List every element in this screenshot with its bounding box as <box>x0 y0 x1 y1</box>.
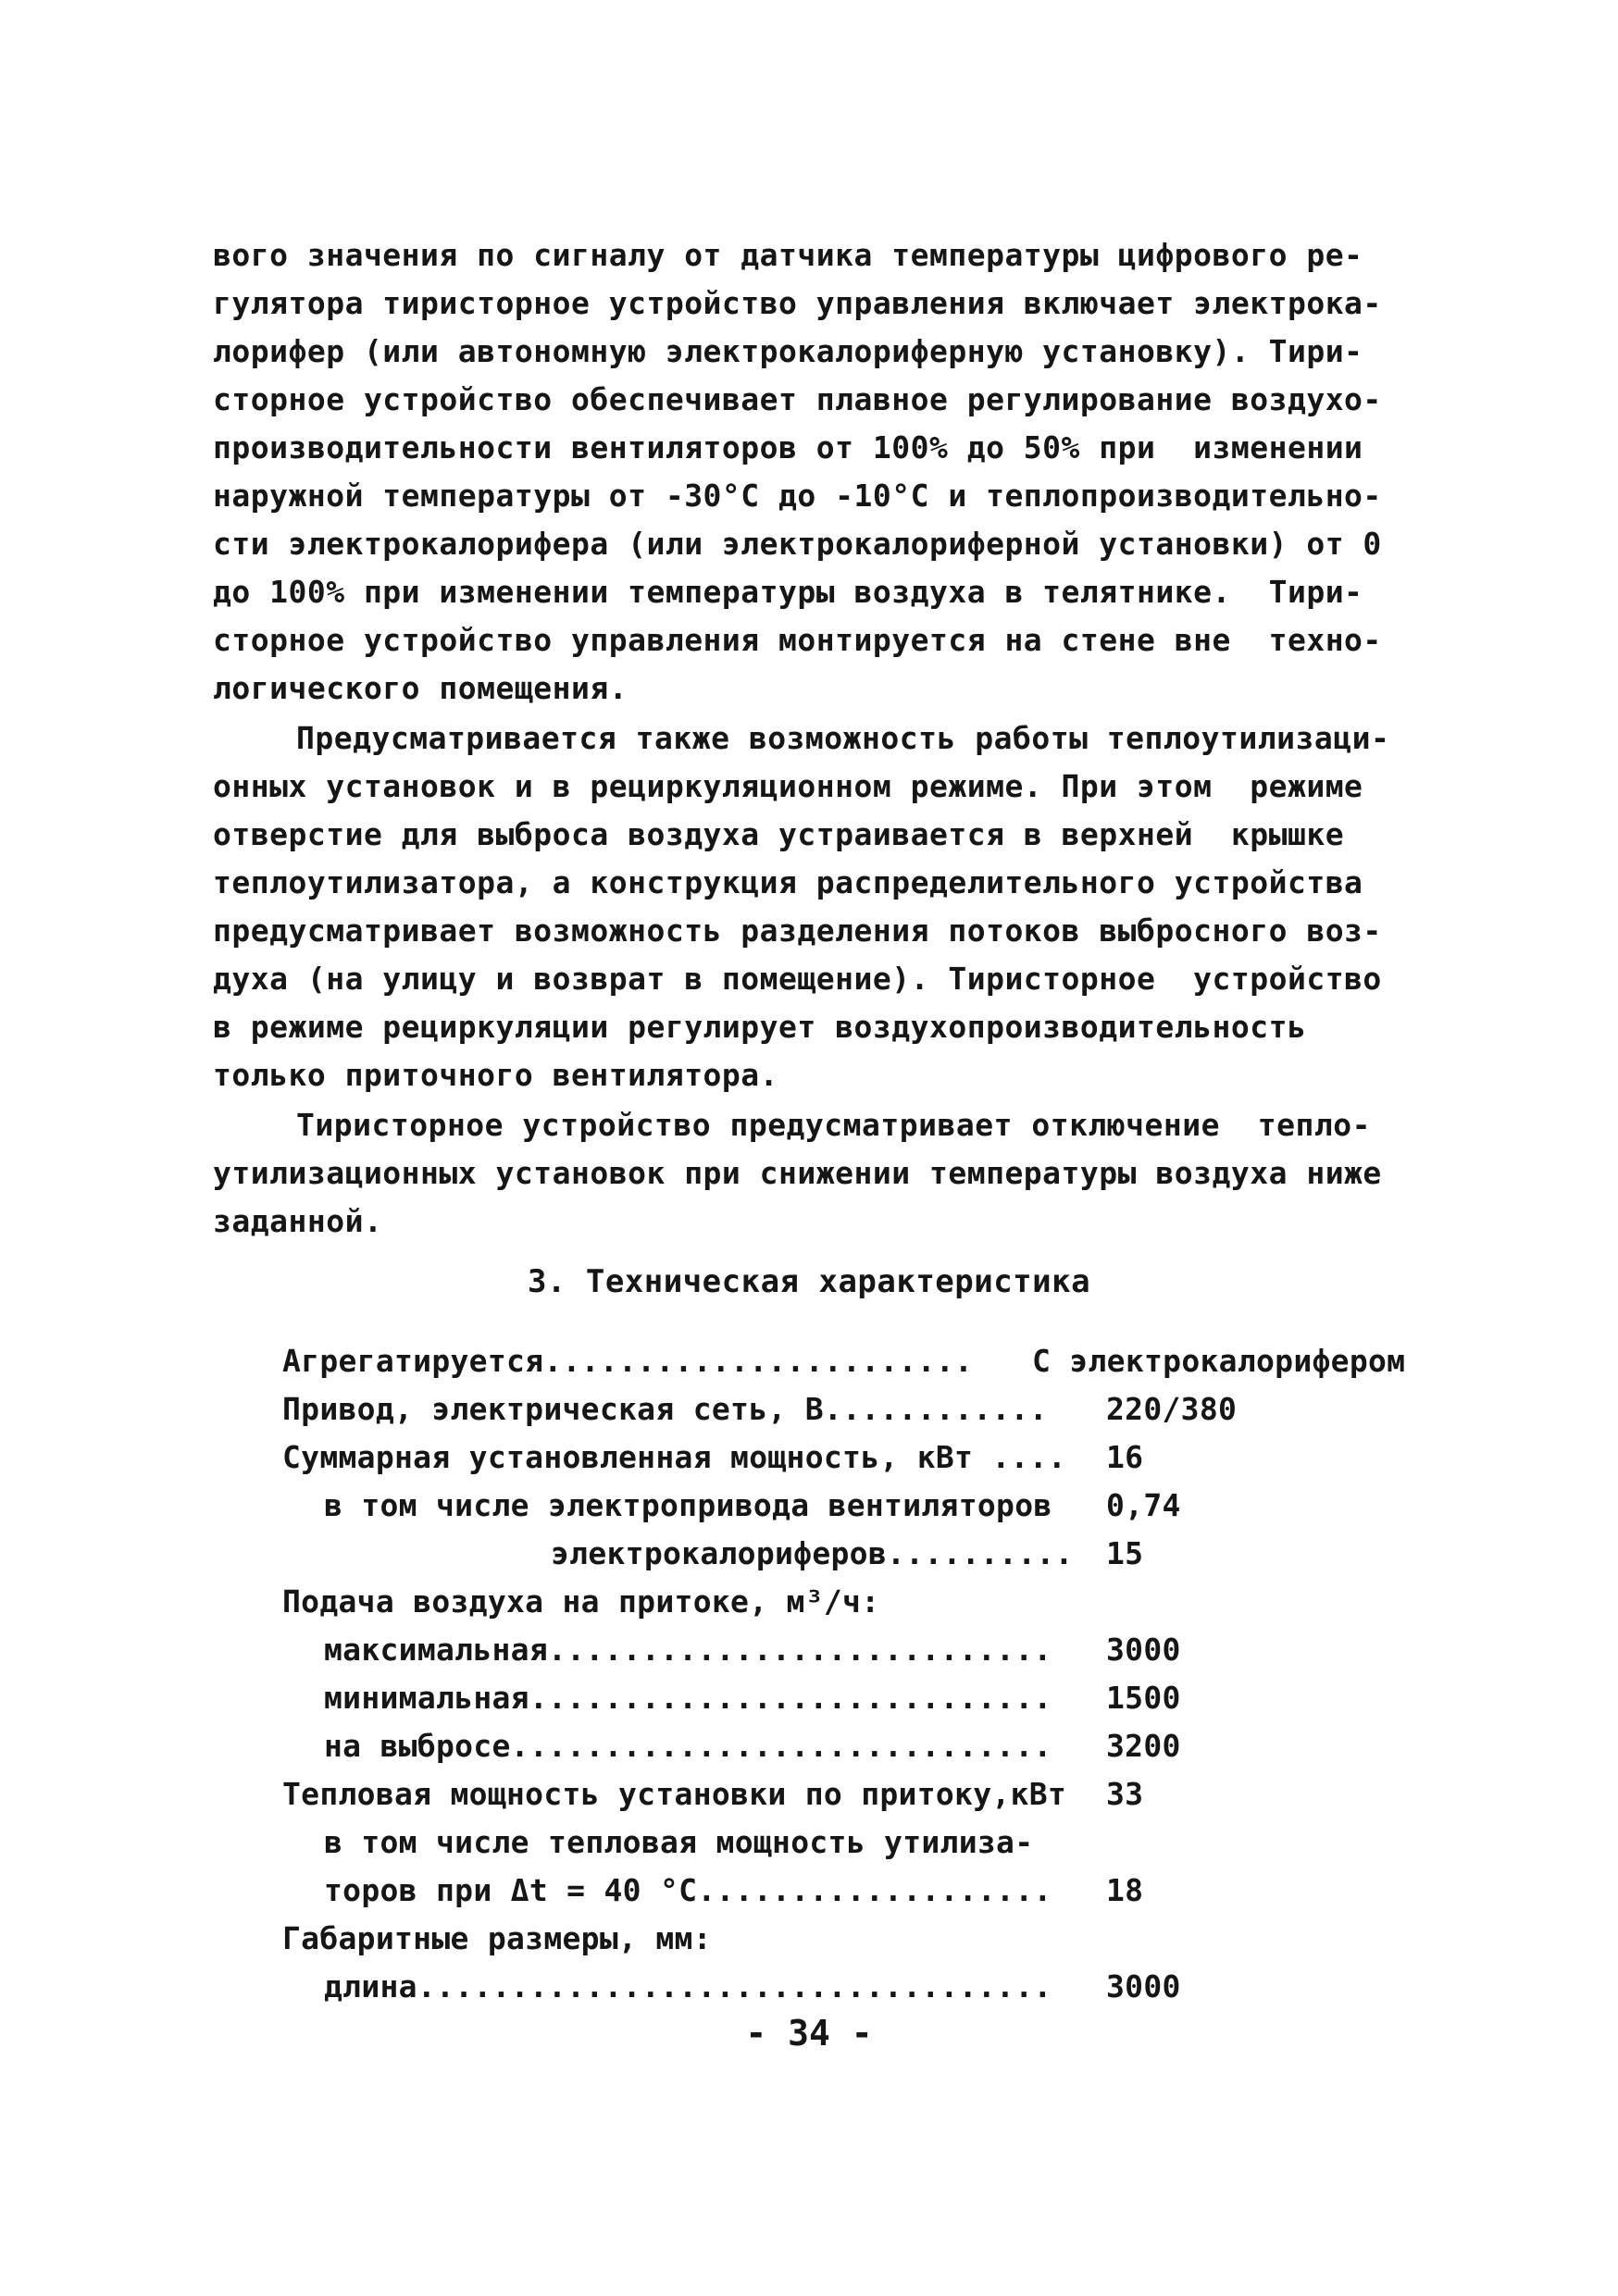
text-line: вого значения по сигналу от датчика температуры цифрового ре- <box>213 237 1363 273</box>
spec-label: Подача воздуха на притоке, м³/ч: <box>282 1583 880 1620</box>
paragraph-1 <box>213 231 1416 713</box>
text-line: отверстие для выброса воздуха устраивается в верхней крышке <box>213 816 1345 852</box>
spec-label: Привод, электрическая сеть, В............ <box>282 1391 1048 1427</box>
text-line: заданной. <box>213 1203 383 1239</box>
text-line: сторное устройство обеспечивает плавное регулирование воздухо- <box>213 381 1382 417</box>
spec-value: 3200 <box>1106 1728 1181 1764</box>
spec-label: Агрегатируется....................... <box>282 1343 974 1379</box>
text-line: Предусматривается также возможность работы теплоутилизаци- <box>296 720 1390 756</box>
spec-label: на выбросе............................. <box>324 1728 1052 1764</box>
text-line: онных установок и в рециркуляционном режиме. При этом режиме <box>213 768 1363 804</box>
text-line: теплоутилизатора, а конструкция распределительного устройства <box>213 864 1363 900</box>
body-text <box>213 231 1416 1246</box>
text-line: духа (на улицу и возврат в помещение). Тиристорное устройство <box>213 961 1382 997</box>
spec-value: 1500 <box>1106 1680 1181 1716</box>
spec-row <box>282 1770 1421 1818</box>
spec-value: 0,74 <box>1106 1487 1181 1523</box>
spec-value: 3000 <box>1106 1968 1181 2004</box>
spec-row <box>282 1818 1421 1867</box>
spec-table <box>282 1337 1421 2011</box>
spec-label: Суммарная установленная мощность, кВт .... <box>282 1439 1067 1475</box>
spec-value: 15 <box>1106 1535 1144 1571</box>
spec-row <box>282 1915 1421 1963</box>
spec-row <box>282 1433 1421 1482</box>
spec-value: 18 <box>1106 1872 1144 1908</box>
text-line: утилизационных установок при снижении температуры воздуха ниже <box>213 1155 1382 1191</box>
text-line: до 100% при изменении температуры воздуха в телятнике. Тири- <box>213 574 1363 610</box>
spec-row <box>282 1530 1421 1578</box>
text-line: логического помещения. <box>213 670 629 706</box>
spec-label: длина.................................. <box>324 1968 1052 2004</box>
spec-row <box>282 1337 1421 1385</box>
text-line: предусматривает возможность разделения потоков выбросного воз- <box>213 912 1382 949</box>
spec-label: электрокалориферов.......... <box>551 1535 1074 1571</box>
spec-label: Тепловая мощность установки по притоку,кВт <box>282 1776 1067 1812</box>
spec-label: минимальная............................ <box>324 1680 1052 1716</box>
spec-row <box>282 1674 1421 1722</box>
spec-value: 220/380 <box>1106 1391 1238 1427</box>
spec-row <box>282 1482 1421 1530</box>
paragraph-3 <box>213 1101 1416 1246</box>
text-line: лорифер (или автономную электрокалориферную установку). Тири- <box>213 333 1363 369</box>
spec-row <box>282 1722 1421 1770</box>
page-number: - 34 - <box>745 2013 873 2054</box>
spec-value: 3000 <box>1106 1632 1181 1668</box>
text-line: сторное устройство управления монтируется на стене вне техно- <box>213 622 1382 658</box>
spec-value: С электрокалорифером <box>1032 1343 1406 1379</box>
text-line: сти электрокалорифера (или электрокалориферной установки) от 0 <box>213 526 1382 562</box>
spec-label: в том числе электропривода вентиляторов <box>324 1487 1052 1523</box>
spec-label: в том числе тепловая мощность утилиза- <box>324 1824 1034 1860</box>
spec-label: торов при Δt = 40 °С................... <box>324 1872 1052 1908</box>
spec-row <box>282 1385 1421 1433</box>
text-line: наружной температуры от -30°С до -10°С и теплопроизводительно- <box>213 478 1382 514</box>
spec-row <box>282 1578 1421 1626</box>
text-line: Тиристорное устройство предусматривает отключение тепло- <box>296 1107 1371 1143</box>
spec-label: Габаритные размеры, мм: <box>282 1920 712 1956</box>
spec-row <box>282 1626 1421 1674</box>
paragraph-2 <box>213 714 1416 1099</box>
spec-label: максимальная........................... <box>324 1632 1052 1668</box>
text-line: только приточного вентилятора. <box>213 1057 779 1093</box>
spec-value: 33 <box>1106 1776 1144 1812</box>
section-heading: 3. Техническая характеристика <box>527 1263 1091 1300</box>
spec-row <box>282 1963 1421 2011</box>
text-line: в режиме рециркуляции регулирует воздухопроизводительность <box>213 1009 1307 1045</box>
spec-value: 16 <box>1106 1439 1144 1475</box>
text-line: производительности вентиляторов от 100% до 50% при изменении <box>213 429 1363 465</box>
text-line: гулятора тиристорное устройство управления включает электрока- <box>213 285 1382 321</box>
spec-row <box>282 1867 1421 1915</box>
